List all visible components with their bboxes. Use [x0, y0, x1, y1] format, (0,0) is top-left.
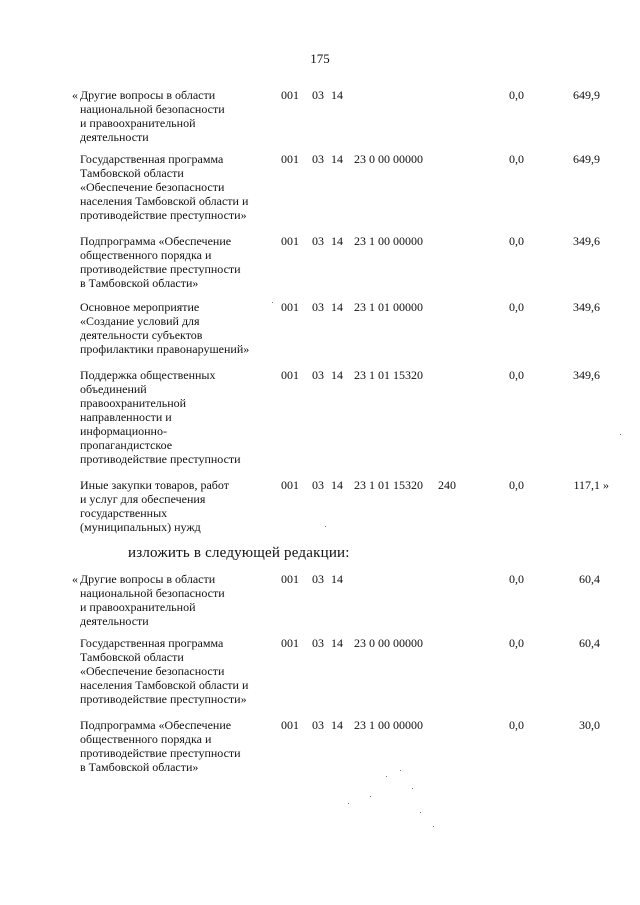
row-name-line: профилактики правонарушений»	[80, 342, 250, 356]
row-name-line: общественного порядка и	[80, 248, 212, 262]
open-quote: «	[72, 572, 78, 586]
cell-rz: 03	[312, 152, 324, 166]
cell-ved: 001	[281, 152, 299, 166]
cell-rz: 03	[312, 300, 324, 314]
scan-speck	[400, 770, 401, 771]
cell-csr: 23 1 00 00000	[354, 234, 423, 248]
row-name-line: пропагандистское	[80, 438, 173, 452]
row-name-line: «Обеспечение безопасности	[80, 664, 225, 678]
cell-ved: 001	[281, 88, 299, 102]
row-name-line: противодействие преступности	[80, 746, 241, 760]
cell-pr: 14	[331, 636, 343, 650]
cell-pr: 14	[331, 88, 343, 102]
row-name-line: Другие вопросы в области	[80, 572, 216, 586]
scan-speck	[370, 796, 371, 797]
cell-value-2: 349,6	[573, 300, 600, 314]
row-name-line: Подпрограмма «Обеспечение	[80, 718, 232, 732]
cell-value-2: 649,9	[573, 152, 600, 166]
row-name	[80, 368, 280, 466]
row-name-line: Поддержка общественных	[80, 368, 216, 382]
row-name-line: Другие вопросы в области	[80, 88, 216, 102]
row-name-line: Тамбовской области	[80, 166, 184, 180]
scan-speck	[433, 826, 434, 827]
row-name	[80, 636, 280, 706]
cell-pr: 14	[331, 300, 343, 314]
cell-pr: 14	[331, 572, 343, 586]
cell-csr: 23 1 01 15320	[354, 368, 423, 382]
row-name-line: «Создание условий для	[80, 314, 200, 328]
cell-ved: 001	[281, 636, 299, 650]
row-name-line: деятельности	[80, 130, 149, 144]
cell-rz: 03	[312, 234, 324, 248]
row-name-line: государственных	[80, 506, 168, 520]
cell-value-1: 0,0	[509, 718, 524, 732]
cell-pr: 14	[331, 368, 343, 382]
cell-value-2: 60,4	[579, 572, 600, 586]
row-name-line: правоохранительной	[80, 396, 187, 410]
cell-value-1: 0,0	[509, 300, 524, 314]
row-name	[80, 152, 280, 222]
cell-value-1: 0,0	[509, 152, 524, 166]
row-name-line: Государственная программа	[80, 152, 224, 166]
row-name-line: в Тамбовской области»	[80, 276, 199, 290]
row-name-line: противодействие преступности	[80, 452, 241, 466]
page-number: 175	[310, 51, 330, 66]
row-name	[80, 572, 280, 628]
row-name-line: Основное мероприятие	[80, 300, 200, 314]
scan-speck	[325, 526, 326, 527]
row-name-line: населения Тамбовской области и	[80, 678, 249, 692]
cell-rz: 03	[312, 636, 324, 650]
row-name-line: и правоохранительной	[80, 116, 196, 130]
row-name-line: деятельности	[80, 614, 149, 628]
row-name-line: и правоохранительной	[80, 600, 196, 614]
row-name-line: противодействие преступности»	[80, 692, 247, 706]
scan-speck	[412, 788, 413, 789]
row-name	[80, 478, 280, 534]
cell-csr: 23 1 01 00000	[354, 300, 423, 314]
row-name	[80, 300, 280, 356]
cell-value-2: 60,4	[579, 636, 600, 650]
row-name-line: Тамбовской области	[80, 650, 184, 664]
cell-value-1: 0,0	[509, 636, 524, 650]
cell-value-1: 0,0	[509, 478, 524, 492]
row-name-line: направленности и	[80, 410, 172, 424]
cell-ved: 001	[281, 478, 299, 492]
row-name-line: в Тамбовской области»	[80, 760, 199, 774]
cell-csr: 23 0 00 00000	[354, 636, 423, 650]
row-name-line: и услуг для обеспечения	[80, 492, 206, 506]
row-name-line: населения Тамбовской области и	[80, 194, 249, 208]
cell-csr: 23 0 00 00000	[354, 152, 423, 166]
row-name-line: общественного порядка и	[80, 732, 212, 746]
cell-rz: 03	[312, 478, 324, 492]
cell-ved: 001	[281, 572, 299, 586]
scan-speck	[272, 302, 273, 303]
row-name-line: противодействие преступности»	[80, 208, 247, 222]
cell-pr: 14	[331, 718, 343, 732]
row-name	[80, 234, 280, 290]
cell-value-1: 0,0	[509, 572, 524, 586]
row-name-line: «Обеспечение безопасности	[80, 180, 225, 194]
row-name-line: противодействие преступности	[80, 262, 241, 276]
scan-speck	[620, 434, 621, 435]
cell-value-2: 649,9	[573, 88, 600, 102]
cell-value-1: 0,0	[509, 234, 524, 248]
row-name	[80, 718, 280, 774]
cell-csr: 23 1 01 15320	[354, 478, 423, 492]
cell-value-2: 30,0	[579, 718, 600, 732]
cell-ved: 001	[281, 234, 299, 248]
row-name-line: Иные закупки товаров, работ	[80, 478, 229, 492]
scan-speck	[386, 776, 387, 777]
row-name-line: объединений	[80, 382, 147, 396]
cell-rz: 03	[312, 572, 324, 586]
cell-ved: 001	[281, 718, 299, 732]
cell-rz: 03	[312, 88, 324, 102]
scan-speck	[348, 803, 349, 804]
cell-rz: 03	[312, 368, 324, 382]
cell-csr: 23 1 00 00000	[354, 718, 423, 732]
cell-value-2: 349,6	[573, 234, 600, 248]
cell-value-2: 117,1	[573, 478, 600, 492]
row-name-line: (муниципальных) нужд	[80, 520, 201, 534]
row-name-line: национальной безопасности	[80, 586, 225, 600]
cell-ved: 001	[281, 300, 299, 314]
cell-value-2: 349,6	[573, 368, 600, 382]
scan-speck	[420, 812, 421, 813]
row-name-line: информационно-	[80, 424, 167, 438]
row-name-line: Подпрограмма «Обеспечение	[80, 234, 232, 248]
cell-vr: 240	[438, 478, 456, 492]
cell-pr: 14	[331, 152, 343, 166]
amendment-heading: изложить в следующей редакции:	[128, 545, 350, 561]
row-name	[80, 88, 280, 144]
row-name-line: деятельности субъектов	[80, 328, 203, 342]
cell-ved: 001	[281, 368, 299, 382]
row-name-line: национальной безопасности	[80, 102, 225, 116]
open-quote: «	[72, 88, 78, 102]
cell-pr: 14	[331, 478, 343, 492]
row-name-line: Государственная программа	[80, 636, 224, 650]
cell-rz: 03	[312, 718, 324, 732]
cell-pr: 14	[331, 234, 343, 248]
close-quote: »	[603, 478, 609, 492]
cell-value-1: 0,0	[509, 88, 524, 102]
cell-value-1: 0,0	[509, 368, 524, 382]
